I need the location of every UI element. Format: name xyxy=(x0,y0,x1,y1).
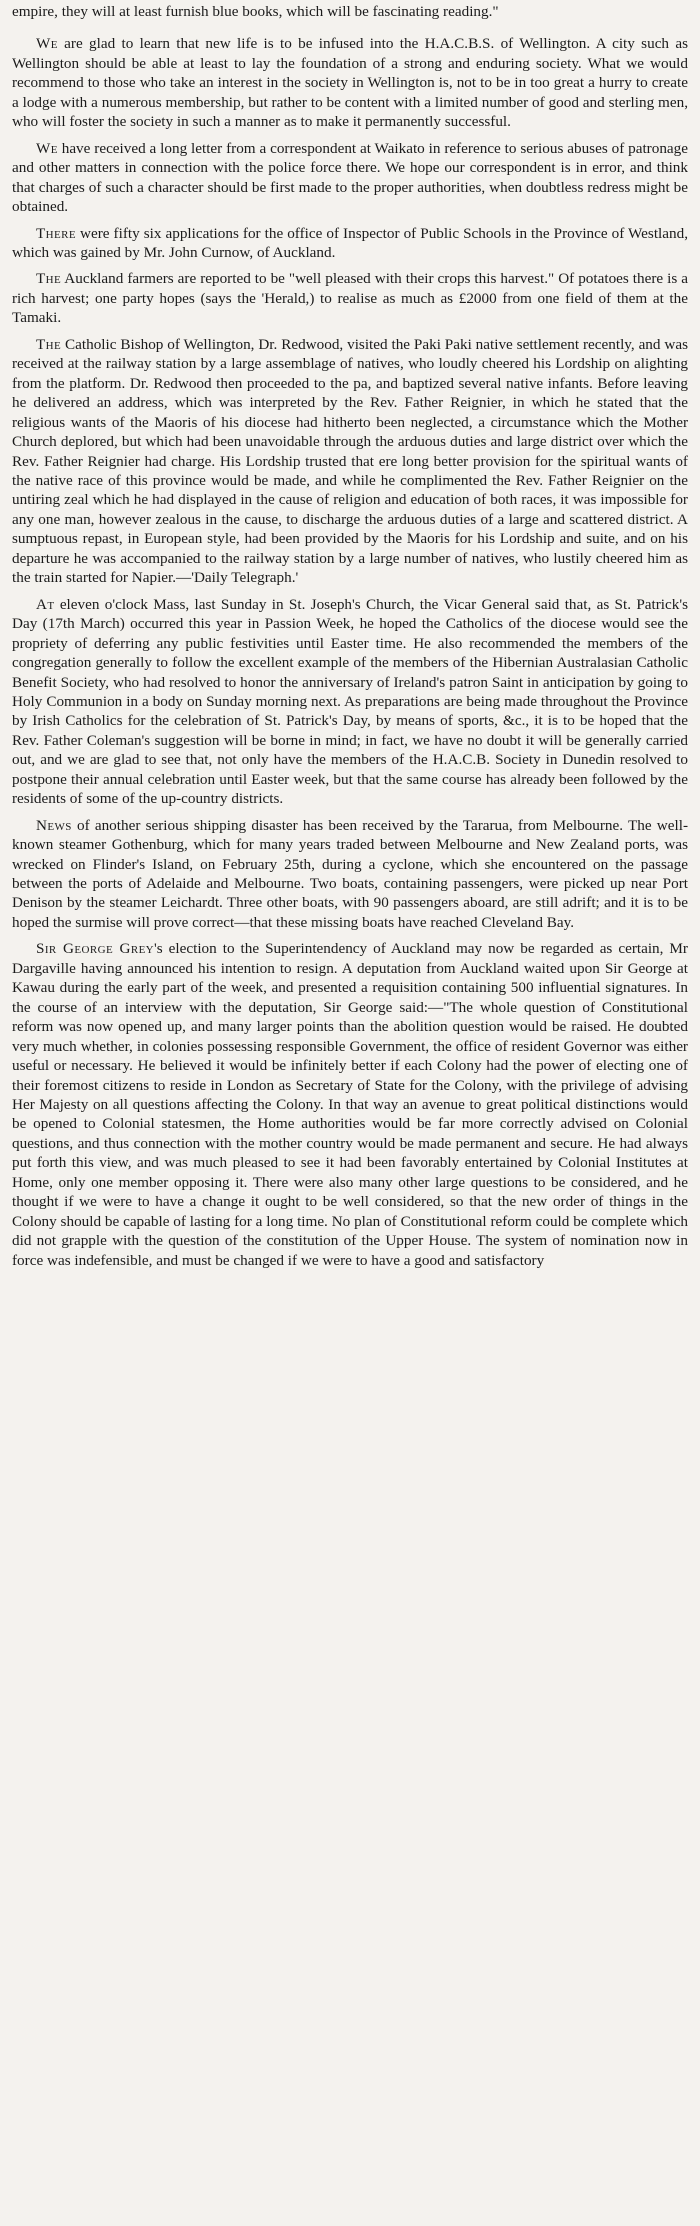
paragraph-body: Auckland farmers are reported to be "well pleased with their crops this harvest." Of potatoes there is a rich harvest; one party hopes (says the 'Herald,) to realise as much as £2000 from one field of them at the Tamaki. xyxy=(12,270,688,327)
paragraph-lead: There xyxy=(36,224,76,242)
paragraph-lead: The xyxy=(36,335,62,353)
opening-fragment: empire, they will at least furnish blue books, which will be fascinating reading." xyxy=(12,3,499,20)
paragraph-body: 's election to the Superintendency of Auckland may now be regarded as certain, Mr Dargaville having announced his intention to resign. A deputation from Auckland waited upon Sir George at Kawau during the early part of the week, and presented a requisition containing 500 influential signatures. In the course of an interview with the deputation, Sir George said:—"The whole question of Constitutional reform was now opened up, and many larger points than the abolition question would be raised. He doubted very much whether, in colonies possessing responsible Government, the office of resident Governor was either useful or necessary. He believed it would be infinitely better if each Colony had the power of electing one of their foremost citizens to reside in London as Secretary of State for the Colony, with the privilege of advising Her Majesty on all questions affecting the Colony. In that way an avenue to great political distinctions would be opened to Colonial statesmen, the Home authorities would be far more correctly advised on Colonial questions, and thus connection with the mother country would be made permanent and secure. He had always put forth this view, and was much pleased to see it had been favorably entertained by Colonial Institutes at Home, only one member opposing it. There were also many other large questions to be considered, and he thought if we were to have a change it ought to be well considered, so that the new order of things in the Colony should be capable of lasting for a long time. No plan of Constitutional reform could be complete which did not grapple with the question of the constitution of the Upper House. The system of nomination now in force was indefensible, and must be changed if we were to have a good and satisfactory xyxy=(12,940,688,1269)
paragraph-lead: News xyxy=(36,816,72,834)
paragraph-bishop-redwood xyxy=(12,335,688,588)
paragraph-lead: We xyxy=(36,35,58,53)
paragraph-sir-george-grey xyxy=(12,939,688,1270)
paragraph-body: Catholic Bishop of Wellington, Dr. Redwood, visited the Paki Paki native settlement recently, and was received at the railway station by a large assemblage of natives, who loudly cheered his Lordship on alighting from the platform. Dr. Redwood then proceeded to the pa, and baptized several native infants. Before leaving he delivered an address, which was interpreted by the Rev. Father Reignier, in which he stated that the religious wants of the Maoris of his diocese had hitherto been neglected, a circumstance which the Mother Church deplored, but which had been unavoidable through the arduous duties and large district over which the Rev. Father Reignier had charge. His Lordship trusted that ere long better provision for the spiritual wants of the native race of this province would be made, and while he complimented the Rev. Father Reignier on the untiring zeal which he had displayed in the cause of religion and education of both races, it was impossible for any one man, however zealous in the cause, to discharge the arduous duties of a large and scattered district. A sumptuous repast, in European style, had been provided by the Maoris for his Lordship and suite, and on his departure he was accompanied to the railway station by a large number of natives, who lustily cheered him as the train started for Napier.—'Daily Telegraph.' xyxy=(12,335,688,587)
paragraph-body: of another serious shipping disaster has been received by the Tararua, from Melbourne. The well-known steamer Gothenburg, which for many years traded between Melbourne and New Zealand ports, was wrecked on Flinder's Island, on February 25th, during a cyclone, which she encountered on the passage between the ports of Adelaide and Melbourne. Two boats, containing passengers, were picked up near Port Denison by the steamer Leichardt. Three other boats, with 90 passengers aboard, are still adrift; and it is to be hoped the surmise will prove correct—that these missing boats have reached Cleveland Bay. xyxy=(12,816,688,931)
paragraph-waikato-letter xyxy=(12,139,688,217)
paragraph-westland-inspector xyxy=(12,224,688,263)
paragraph-lead: The xyxy=(36,270,62,288)
paragraph-lead: Sir George Grey xyxy=(36,940,155,958)
paragraph-lead: We xyxy=(36,139,58,157)
paragraph-st-patricks-day xyxy=(12,595,688,809)
paragraph-hacbs-wellington xyxy=(12,34,688,131)
paragraph-body: eleven o'clock Mass, last Sunday in St. Joseph's Church, the Vicar General said that, as St. Patrick's Day (17th March) occurred this year in Passion Week, he hoped the Catholics of the diocese would see the propriety of deferring any public festivities until Easter time. He also recommended the members of the congregation generally to follow the excellent example of the members of the Hibernian Australasian Catholic Benefit Society, who had resolved to honor the anniversary of Ireland's patron Saint in anticipation by going to Holy Communion in a body on Sunday morning next. As preparations are being made throughout the Province by Irish Catholics for the celebration of St. Patrick's Day, by means of sports, &c., it is to be hoped that the Rev. Father Coleman's suggestion will be borne in mind; in fact, we have no doubt it will be generally carried out, and we are glad to see that, not only have the members of the H.A.C.B. Society in Dunedin resolved to postpone their annual celebration until Easter week, but that the same course has already been followed by the residents of some of the up-country districts. xyxy=(12,595,688,808)
paragraph-body: have received a long letter from a correspondent at Waikato in reference to serious abuses of patronage and other matters in connection with the police force there. We hope our correspondent is in error, and think that charges of such a character should be first made to the proper authorities, when doubtless redress might be obtained. xyxy=(12,139,688,216)
paragraph-body: are glad to learn that new life is to be infused into the H.A.C.B.S. of Wellington. A city such as Wellington should be able at least to lay the foundation of a strong and enduring society. What we would recommend to those who take an interest in the society in Wellington is, not to be in too great a hurry to create a lodge with a numerous membership, but rather to be content with a limited number of good and sterling men, who will foster the society in such a manner as to make it permanently successful. xyxy=(12,35,688,131)
paragraph-gothenburg-wreck xyxy=(12,816,688,933)
paragraph-lead: At xyxy=(36,595,55,613)
paragraph-body: were fifty six applications for the office of Inspector of Public Schools in the Province of Westland, which was gained by Mr. John Curnow, of Auckland. xyxy=(12,224,688,261)
paragraph-auckland-farmers xyxy=(12,269,688,327)
